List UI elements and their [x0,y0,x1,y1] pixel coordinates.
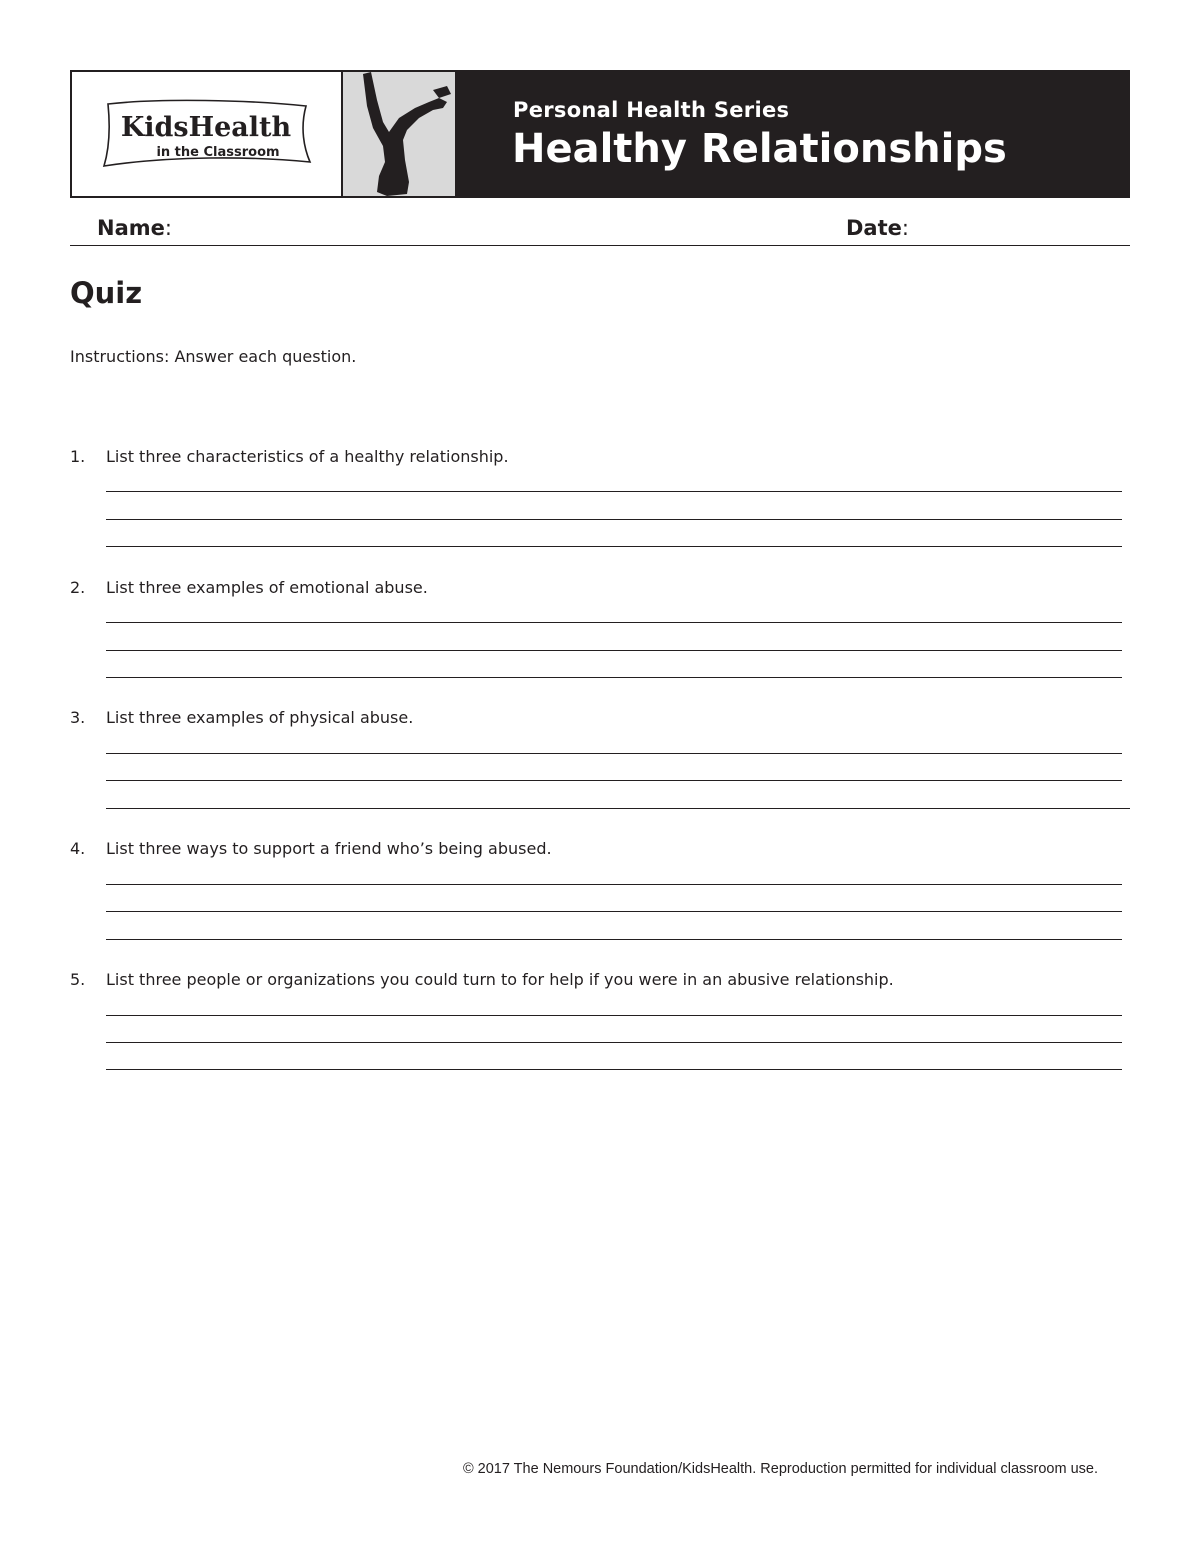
question-number: 5. [70,970,86,989]
question-text: List three people or organizations you could turn to for help if you were in an abusive relationship. [106,970,894,989]
instructions: Instructions: Answer each question. [70,347,357,366]
question-text: List three examples of physical abuse. [106,708,414,727]
question-text: List three characteristics of a healthy relationship. [106,447,509,466]
answer-line[interactable] [106,911,1122,912]
series-label: Personal Health Series [513,98,790,122]
logo-main-text: KidsHealth [120,112,292,143]
question-text: List three ways to support a friend who’s being abused. [106,839,552,858]
question-number: 2. [70,578,86,597]
answer-line[interactable] [106,650,1122,651]
answer-line[interactable] [106,780,1122,781]
answer-line[interactable] [106,808,1130,809]
answer-line[interactable] [106,1042,1122,1043]
answer-line[interactable] [106,546,1122,547]
name-date-row [70,212,1130,246]
answer-line[interactable] [106,622,1122,623]
question-number: 4. [70,839,86,858]
header-banner [70,70,1130,198]
cartwheel-silhouette-icon [343,72,457,196]
cartwheel-photo [343,72,457,196]
logo-sub-text: in the Classroom [156,145,280,160]
page-title: Healthy Relationships [512,126,1007,172]
answer-line[interactable] [106,519,1122,520]
date-colon: : [901,216,909,240]
name-label: Name [97,216,165,240]
question-number: 1. [70,447,86,466]
question-text: List three examples of emotional abuse. [106,578,428,597]
logo-panel [72,72,343,196]
answer-line[interactable] [106,1015,1122,1016]
copyright-footer: © 2017 The Nemours Foundation/KidsHealth. Reproduction permitted for individual classroom use. [462,1461,1098,1477]
date-field[interactable] [846,216,909,240]
answer-line[interactable] [106,884,1122,885]
name-colon: : [164,216,172,240]
name-field[interactable] [97,216,172,240]
answer-line[interactable] [106,939,1122,940]
answer-line[interactable] [106,1069,1122,1070]
answer-line[interactable] [106,491,1122,492]
title-panel [457,72,1128,196]
answer-line[interactable] [106,753,1122,754]
date-label: Date [846,216,902,240]
answer-line[interactable] [106,677,1122,678]
quiz-heading: Quiz [70,276,143,310]
kidshealth-logo [100,98,314,170]
question-number: 3. [70,708,86,727]
